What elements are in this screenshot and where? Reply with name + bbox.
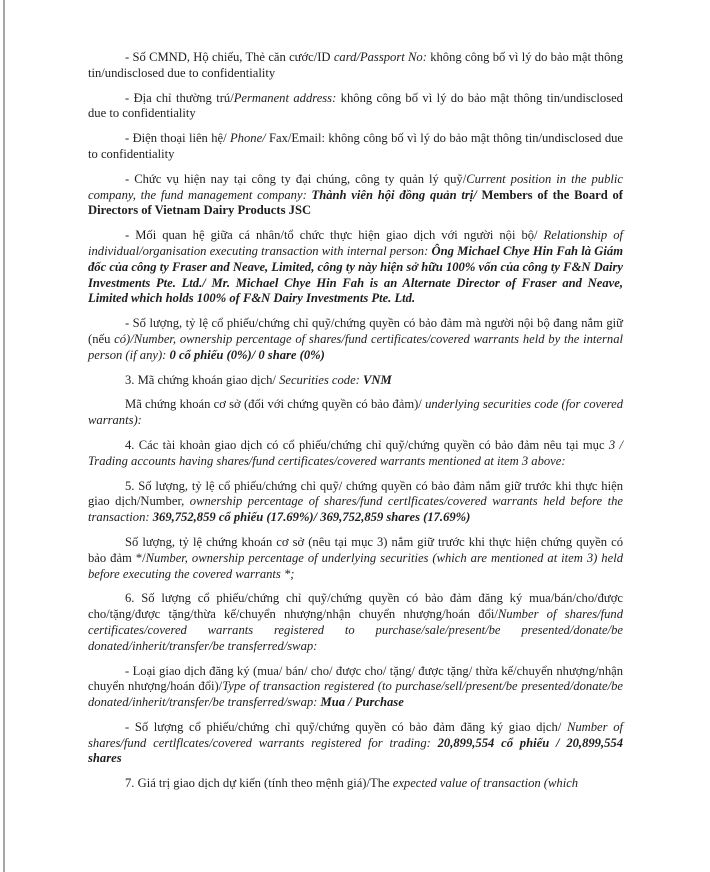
text-run: Thành viên hội đồng quản trị/	[311, 187, 477, 202]
text-run: Relationship of individual/organisation executing transaction with internal person:	[88, 228, 624, 258]
text-run: 3. Mã chứng khoán giao dịch/	[125, 372, 280, 387]
text-run: 7. Giá trị giao dịch dự kiến (tính theo mệnh giá)/The	[125, 776, 393, 791]
text-run: Mã chứng khoán cơ sở (đối với chứng quyền có bảo đảm)/	[125, 397, 426, 412]
text-run: underlying securities code (for covered warrants):	[88, 397, 623, 428]
text-run: - Chức vụ hiện nay tại công ty đại chúng, công ty quản lý quỹ/	[125, 171, 467, 186]
paragraph	[88, 720, 623, 767]
scan-edge-line	[3, 0, 5, 872]
paragraph	[88, 91, 623, 123]
text-run: Ông Michael Chye Hin Fah là Giám đốc của công ty Fraser and Neave, Limited, công ty này hiện sở hữu 100% vốn của công ty F&N Dairy Investments Pte. Ltd./ Mr. Michael Chye Hin Fah is an Alternate Director of Fraser and Neave, Limited which holds 100% of F&N Dairy Investments Pte. Ltd.	[88, 243, 623, 306]
text-run: Members of the Board of Directors of Vietnam Dairy Products JSC	[88, 187, 623, 218]
paragraph	[88, 316, 623, 363]
text-run: - Loại giao dịch đăng ký (mua/ bán/ cho/ được cho/ tặng/ được tặng/ thừa kế/chuyển nhượng/nhận chuyển nhượng/hoán đổi)/	[88, 663, 623, 694]
text-run: 4. Các tài khoản giao dịch có cổ phiếu/chứng chỉ quỹ/chứng quyền có bảo đảm nêu tại mục	[125, 437, 609, 452]
text-run: 6. Số lượng cổ phiếu/chứng chỉ quỹ/chứng quyền có bảo đảm đăng ký mua/bán/cho/được cho/tặng/được tặng/thừa kế/chuyển nhượng/nhận chuyển nhượng/hoán đổi/	[88, 591, 623, 622]
paragraph	[88, 172, 623, 219]
paragraph	[88, 438, 623, 470]
text-run: Type of transaction registered (to purchase/sell/present/be presented/donate/be donated/inherit/transfer/be transferred/swap:	[88, 679, 623, 710]
text-run: card/Passport No:	[333, 50, 427, 64]
text-run: VNM	[363, 372, 392, 387]
paragraph	[88, 664, 623, 711]
text-run: 5. Số lượng, tỷ lệ cổ phiếu/chứng chỉ quỹ/ chứng quyền có bảo đảm nắm giữ trước khi thực hiện giao dịch/Number,	[88, 478, 623, 509]
text-run: Phone/	[229, 131, 266, 146]
text-run: Fax/Email: không công bố vì lý do bảo mật thông tin/undisclosed due to confidentiality	[88, 131, 624, 161]
paragraph	[88, 535, 623, 582]
document-body	[88, 50, 623, 801]
paragraph	[88, 228, 623, 307]
paragraph	[88, 479, 623, 526]
text-run: - Mối quan hệ giữa cá nhân/tổ chức thực hiện giao dịch với người nội bộ/	[125, 228, 544, 243]
text-run: 369,752,859 cổ phiếu (17.69%)/ 369,752,859 shares (17.69%)	[152, 510, 471, 525]
text-run: không công bố vì lý do bảo mật thông tin/undisclosed due to confidentiality	[88, 50, 623, 80]
text-run: Số lượng, tỷ lệ chứng khoán cơ sở (nêu tại mục 3) nắm giữ trước khi thực hiện chứng quyền có bảo đảm */	[88, 534, 623, 565]
paragraph	[88, 776, 623, 792]
text-run: - Số lượng, tỷ lệ cổ phiếu/chứng chỉ quỹ/chứng quyền có bảo đảm mà người nội bộ đang nắm giữ (nếu	[88, 316, 623, 346]
paragraph	[88, 131, 623, 163]
text-run: - Số CMND, Hộ chiếu, Thẻ căn cước/ID	[125, 50, 334, 64]
text-run: 3 / Trading accounts having shares/fund certificates/covered warrants mentioned at item 3 above:	[88, 437, 623, 468]
text-run: 0 cổ phiếu (0%)/ 0 share (0%)	[169, 347, 325, 362]
text-run: Number of shares/fund certlflcates/covered warrants registered for trading:	[88, 719, 623, 750]
text-run: - Điện thoại liên hệ/	[125, 131, 230, 146]
text-run: - Số lượng cổ phiếu/chứng chỉ quỹ/chứng quyền có bảo đảm đăng ký giao dịch/	[125, 719, 567, 734]
text-run: - Địa chỉ thường trú/	[125, 90, 234, 105]
paragraph	[88, 50, 623, 82]
paragraph	[88, 373, 623, 389]
text-run: Number of shares/fund certificates/covered warrants registered to purchase/sale/present/be presented/donate/be donated/inherit/transfer/be transferred/swap:	[88, 607, 623, 653]
text-run: không công bố vì lý do bảo mật thông tin/undisclosed due to confidentiality	[88, 90, 623, 121]
text-run: Number, ownership percentage of underlying securities (which are mentioned at item 3) held before executing the covered warrants *;	[88, 550, 623, 581]
text-run: Mua / Purchase	[320, 695, 404, 710]
paragraph	[88, 397, 623, 429]
text-run: Permanent address:	[233, 90, 337, 105]
text-run: expected value of transaction (which	[392, 776, 579, 791]
text-run: 20,899,554 cổ phiếu / 20,899,554 shares	[88, 735, 623, 766]
text-run: có)/Number, ownership percentage of shares/fund certificates/covered warrants held by the internal person (if any):	[88, 331, 623, 362]
text-run: Current position in the public company, the fund management company:	[88, 171, 623, 202]
text-run: ownership percentage of shares/fund certlficates/covered warrants held before the transaction:	[88, 494, 623, 525]
text-run: Securities code:	[279, 372, 364, 387]
paragraph	[88, 591, 623, 654]
